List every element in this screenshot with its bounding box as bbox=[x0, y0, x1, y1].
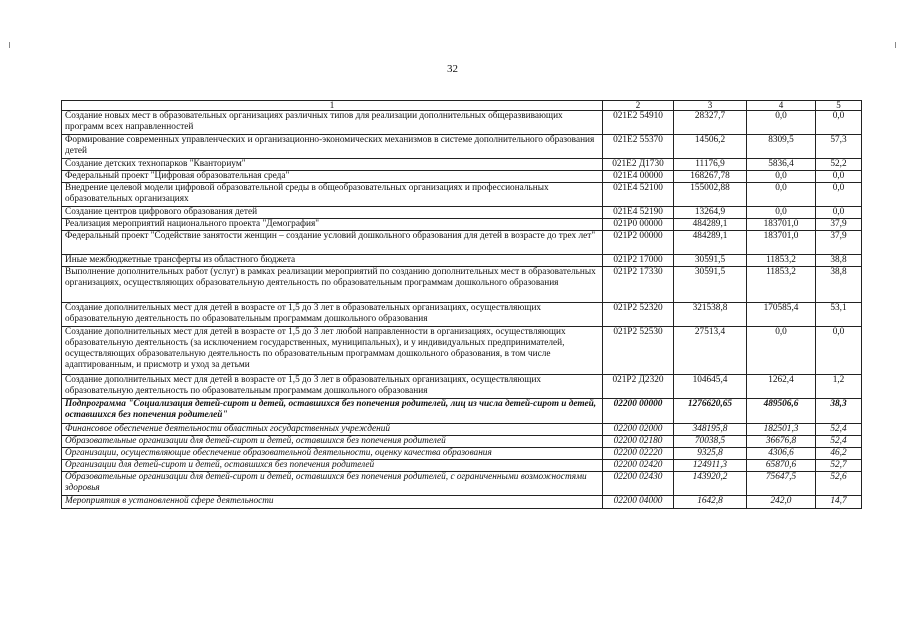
row-percent-cell: 38,8 bbox=[816, 255, 862, 267]
row-name-cell: Федеральный проект "Содействие занятости женщин – создание условий дошкольного образования для детей в возрасте до трех лет" bbox=[62, 231, 603, 255]
row-name-cell: Мероприятия в установленной сфере деятельности bbox=[62, 496, 603, 509]
row-percent-cell: 52,4 bbox=[816, 436, 862, 448]
row-name-cell: Иные межбюджетные трансферты из областного бюджета bbox=[62, 255, 603, 267]
row-percent-cell: 52,2 bbox=[816, 159, 862, 171]
table-row bbox=[62, 399, 862, 424]
row-code-cell: 021P0 00000 bbox=[603, 219, 674, 231]
row-percent-cell: 38,8 bbox=[816, 267, 862, 303]
row-percent-cell: 46,2 bbox=[816, 448, 862, 460]
row-percent-cell: 14,7 bbox=[816, 496, 862, 509]
row-executed-value-cell: 182501,3 bbox=[747, 424, 816, 436]
row-executed-value-cell: 0,0 bbox=[747, 207, 816, 219]
header-cell-1: 1 bbox=[62, 101, 603, 111]
row-executed-value-cell: 36676,8 bbox=[747, 436, 816, 448]
row-code-cell: 021P2 00000 bbox=[603, 231, 674, 255]
row-executed-value-cell: 242,0 bbox=[747, 496, 816, 509]
table-row bbox=[62, 496, 862, 509]
table-row bbox=[62, 135, 862, 159]
row-percent-cell: 0,0 bbox=[816, 183, 862, 207]
table-row bbox=[62, 327, 862, 375]
row-name-cell: Реализация мероприятий национального проекта "Демография" bbox=[62, 219, 603, 231]
row-code-cell: 021E2 54910 bbox=[603, 111, 674, 135]
row-name-cell: Создание центров цифрового образования детей bbox=[62, 207, 603, 219]
table-row bbox=[62, 303, 862, 327]
row-planned-value-cell: 27513,4 bbox=[674, 327, 747, 375]
row-planned-value-cell: 124911,3 bbox=[674, 460, 747, 472]
row-code-cell: 02200 00000 bbox=[603, 399, 674, 424]
row-planned-value-cell: 168267,78 bbox=[674, 171, 747, 183]
row-code-cell: 02200 02180 bbox=[603, 436, 674, 448]
row-code-cell: 021P2 52320 bbox=[603, 303, 674, 327]
row-executed-value-cell: 5836,4 bbox=[747, 159, 816, 171]
table-row bbox=[62, 460, 862, 472]
row-executed-value-cell: 1262,4 bbox=[747, 375, 816, 399]
header-cell-2: 2 bbox=[603, 101, 674, 111]
row-planned-value-cell: 348195,8 bbox=[674, 424, 747, 436]
row-name-cell: Выполнение дополнительных работ (услуг) в рамках реализации мероприятий по созданию дополнительных мест в образовательных организациях, осуществляющих образовательную деятельность по образовательным программам дошкольного образования bbox=[62, 267, 603, 303]
table-row bbox=[62, 472, 862, 496]
row-code-cell: 021E4 52190 bbox=[603, 207, 674, 219]
row-code-cell: 02200 02000 bbox=[603, 424, 674, 436]
table-row bbox=[62, 111, 862, 135]
row-planned-value-cell: 484289,1 bbox=[674, 231, 747, 255]
scan-mark bbox=[895, 42, 896, 48]
row-planned-value-cell: 484289,1 bbox=[674, 219, 747, 231]
header-cell-3: 3 bbox=[674, 101, 747, 111]
row-percent-cell: 52,6 bbox=[816, 472, 862, 496]
row-executed-value-cell: 170585,4 bbox=[747, 303, 816, 327]
row-executed-value-cell: 8309,5 bbox=[747, 135, 816, 159]
table-row bbox=[62, 159, 862, 171]
table-row bbox=[62, 424, 862, 436]
row-name-cell: Подпрограмма "Социализация детей-сирот и детей, оставшихся без попечения родителей, лиц из числа детей-сирот и детей, оставшихся без попечения родителей" bbox=[62, 399, 603, 424]
row-planned-value-cell: 28327,7 bbox=[674, 111, 747, 135]
table-row bbox=[62, 207, 862, 219]
row-name-cell: Создание дополнительных мест для детей в возрасте от 1,5 до 3 лет в образовательных организациях, осуществляющих образовательную деятельность по образовательным программам дошкольного образования bbox=[62, 375, 603, 399]
page-number: 32 bbox=[447, 63, 458, 75]
row-executed-value-cell: 4306,6 bbox=[747, 448, 816, 460]
row-percent-cell: 37,9 bbox=[816, 219, 862, 231]
row-percent-cell: 52,7 bbox=[816, 460, 862, 472]
row-executed-value-cell: 11853,2 bbox=[747, 255, 816, 267]
row-code-cell: 021P2 52530 bbox=[603, 327, 674, 375]
row-name-cell: Создание детских технопарков "Кванториум" bbox=[62, 159, 603, 171]
row-percent-cell: 0,0 bbox=[816, 327, 862, 375]
row-planned-value-cell: 11176,9 bbox=[674, 159, 747, 171]
row-code-cell: 02200 04000 bbox=[603, 496, 674, 509]
row-executed-value-cell: 183701,0 bbox=[747, 219, 816, 231]
row-percent-cell: 1,2 bbox=[816, 375, 862, 399]
row-planned-value-cell: 30591,5 bbox=[674, 255, 747, 267]
header-row bbox=[62, 101, 862, 111]
row-percent-cell: 38,3 bbox=[816, 399, 862, 424]
row-planned-value-cell: 1276620,65 bbox=[674, 399, 747, 424]
table-row bbox=[62, 231, 862, 255]
table-row bbox=[62, 375, 862, 399]
row-name-cell: Внедрение целевой модели цифровой образовательной среды в общеобразовательных организациях и профессиональных образовательных организациях bbox=[62, 183, 603, 207]
row-percent-cell: 0,0 bbox=[816, 111, 862, 135]
row-percent-cell: 0,0 bbox=[816, 207, 862, 219]
row-planned-value-cell: 30591,5 bbox=[674, 267, 747, 303]
row-code-cell: 02200 02420 bbox=[603, 460, 674, 472]
row-planned-value-cell: 9325,8 bbox=[674, 448, 747, 460]
header-cell-5: 5 bbox=[816, 101, 862, 111]
row-percent-cell: 57,3 bbox=[816, 135, 862, 159]
row-code-cell: 02200 02220 bbox=[603, 448, 674, 460]
table-row bbox=[62, 448, 862, 460]
table-row bbox=[62, 255, 862, 267]
row-name-cell: Создание дополнительных мест для детей в возрасте от 1,5 до 3 лет любой направленности в организациях, осуществляющих образовательную деятельность (за исключением государственных, муниципальных), и у индивидуальных предпринимателей, осуществляющих образовательную деятельность по образовательным программам дошкольного образования, в том числе адаптированным, и присмотр и уход за детьми bbox=[62, 327, 603, 375]
table-row bbox=[62, 219, 862, 231]
row-executed-value-cell: 0,0 bbox=[747, 183, 816, 207]
row-percent-cell: 53,1 bbox=[816, 303, 862, 327]
row-code-cell: 021E4 00000 bbox=[603, 171, 674, 183]
row-planned-value-cell: 104645,4 bbox=[674, 375, 747, 399]
row-executed-value-cell: 0,0 bbox=[747, 111, 816, 135]
row-percent-cell: 52,4 bbox=[816, 424, 862, 436]
row-executed-value-cell: 489506,6 bbox=[747, 399, 816, 424]
row-planned-value-cell: 1642,8 bbox=[674, 496, 747, 509]
row-executed-value-cell: 75647,5 bbox=[747, 472, 816, 496]
row-planned-value-cell: 14506,2 bbox=[674, 135, 747, 159]
row-planned-value-cell: 155002,88 bbox=[674, 183, 747, 207]
row-code-cell: 021E2 Д1730 bbox=[603, 159, 674, 171]
row-name-cell: Создание дополнительных мест для детей в возрасте от 1,5 до 3 лет в образовательных организациях, осуществляющих образовательную деятельность по образовательным программам дошкольного образования bbox=[62, 303, 603, 327]
row-percent-cell: 37,9 bbox=[816, 231, 862, 255]
row-executed-value-cell: 0,0 bbox=[747, 171, 816, 183]
row-code-cell: 021P2 Д2320 bbox=[603, 375, 674, 399]
row-name-cell: Организации, осуществляющие обеспечение образовательной деятельности, оценку качества образования bbox=[62, 448, 603, 460]
row-code-cell: 021E2 55370 bbox=[603, 135, 674, 159]
row-planned-value-cell: 13264,9 bbox=[674, 207, 747, 219]
row-name-cell: Финансовое обеспечение деятельности областных государственных учреждений bbox=[62, 424, 603, 436]
table-row bbox=[62, 171, 862, 183]
row-name-cell: Формирование современных управленческих и организационно-экономических механизмов в системе дополнительного образования детей bbox=[62, 135, 603, 159]
row-executed-value-cell: 0,0 bbox=[747, 327, 816, 375]
table-row bbox=[62, 183, 862, 207]
row-code-cell: 021P2 17330 bbox=[603, 267, 674, 303]
row-code-cell: 021E4 52100 bbox=[603, 183, 674, 207]
row-name-cell: Создание новых мест в образовательных организациях различных типов для реализации дополнительных общеразвивающих программ всех направленностей bbox=[62, 111, 603, 135]
table-row bbox=[62, 436, 862, 448]
row-planned-value-cell: 143920,2 bbox=[674, 472, 747, 496]
row-executed-value-cell: 65870,6 bbox=[747, 460, 816, 472]
row-name-cell: Образовательные организации для детей-сирот и детей, оставшихся без попечения родителей bbox=[62, 436, 603, 448]
row-percent-cell: 0,0 bbox=[816, 171, 862, 183]
row-code-cell: 02200 02430 bbox=[603, 472, 674, 496]
row-executed-value-cell: 183701,0 bbox=[747, 231, 816, 255]
row-code-cell: 021P2 17000 bbox=[603, 255, 674, 267]
row-planned-value-cell: 321538,8 bbox=[674, 303, 747, 327]
row-name-cell: Федеральный проект "Цифровая образовательная среда" bbox=[62, 171, 603, 183]
row-executed-value-cell: 11853,2 bbox=[747, 267, 816, 303]
row-planned-value-cell: 70038,5 bbox=[674, 436, 747, 448]
header-cell-4: 4 bbox=[747, 101, 816, 111]
budget-table bbox=[61, 100, 862, 509]
row-name-cell: Образовательные организации для детей-сирот и детей, оставшихся без попечения родителей, с ограниченными возможностями здоровья bbox=[62, 472, 603, 496]
scan-mark bbox=[9, 42, 10, 48]
row-name-cell: Организации для детей-сирот и детей, оставшихся без попечения родителей bbox=[62, 460, 603, 472]
table-row bbox=[62, 267, 862, 303]
